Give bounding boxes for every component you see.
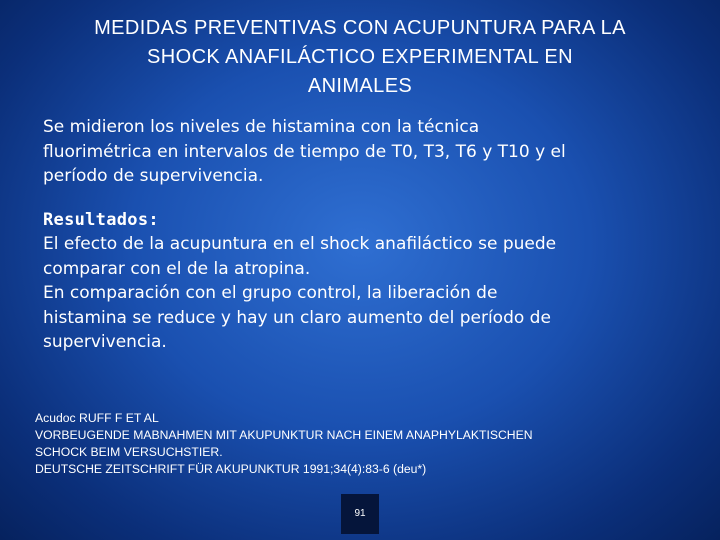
results-line: comparar con el de la atropina.	[43, 258, 311, 279]
slide-title	[30, 14, 690, 101]
results-line: En comparación con el grupo control, la liberación de	[43, 283, 498, 303]
title-line: ANIMALES	[307, 75, 413, 97]
intro-line: Se midieron los niveles de histamina con la técnica	[43, 117, 480, 137]
citation-line: VORBEUGENDE MABNAHMEN MIT AKUPUNKTUR NACH EINEM ANAPHYLAKTISCHEN	[35, 428, 533, 442]
slide-body	[43, 115, 683, 355]
title-line: MEDIDAS PREVENTIVAS CON ACUPUNTURA PARA LA	[94, 17, 626, 39]
results-heading: Resultados:	[43, 209, 159, 230]
title-line: SHOCK ANAFILÁCTICO EXPERIMENTAL EN	[147, 46, 573, 68]
citation-line: Acudoc RUFF F ET AL	[35, 411, 159, 425]
results-line: supervivencia.	[43, 332, 167, 352]
paragraph-gap	[43, 189, 683, 208]
results-line: El efecto de la acupuntura en el shock anafiláctico se puede	[43, 234, 557, 254]
citation	[35, 410, 695, 478]
results-line: histamina se reduce y hay un claro aumento del período de	[43, 307, 551, 328]
intro-line: período de supervivencia.	[43, 166, 264, 186]
intro-line: fluorimétrica en intervalos de tiempo de T0, T3, T6 y T10 y el	[43, 141, 566, 162]
page-number: 91	[341, 494, 379, 534]
citation-line: DEUTSCHE ZEITSCHRIFT FÜR AKUPUNKTUR 1991;34(4):83-6 (deu*)	[35, 462, 427, 476]
citation-line: SCHOCK BEIM VERSUCHSTIER.	[35, 445, 223, 459]
